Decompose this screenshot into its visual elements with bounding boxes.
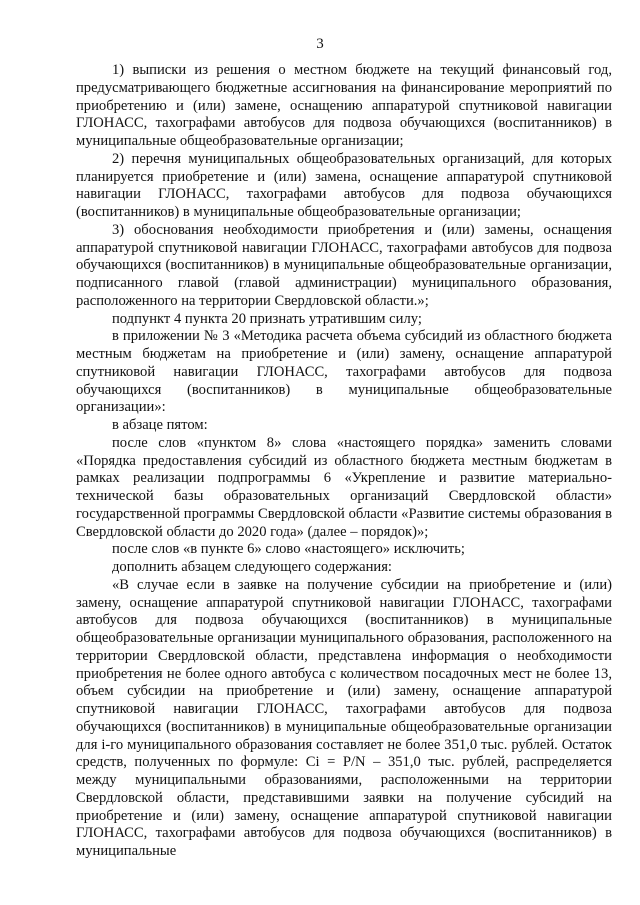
paragraph-appendix-3: в приложении № 3 «Методика расчета объема субсидий из областного бюджета местным бюджетам на приобретение и (или) замену, оснащение аппаратурой спутниковой навигации ГЛОНАСС, тахографами автобусов для подвоза обучающихся (воспитанников) в муниципальные общеобразовательные организации»: [76, 328, 612, 416]
paragraph-subitem-3: 3) обоснования необходимости приобретения и (или) замены, оснащения аппаратурой спутниковой навигации ГЛОНАСС, тахографами автобусов для подвоза обучающихся (воспитанников) в муниципальные общеобразовательные организации, подписанного главой (главой администрации) муниципального образования, расположенного на территории Свердловской области.»; [76, 221, 612, 309]
paragraph-exclude-word: после слов «в пункте 6» слово «настоящего» исключить; [112, 541, 465, 558]
paragraph-new-clause: «В случае если в заявке на получение субсидии на приобретение и (или) замену, оснащение аппаратурой спутниковой навигации ГЛОНАСС, тахографами автобусов для подвоза обучающихся (воспитанников) в муниципальные общеобразовательные организации муниципального образования, расположенного на территории Свердловской области, представлена информация о необходимости приобретения не более одного автобуса с количеством посадочных мест не более 13, объем субсидии на приобретение и (или) замену, оснащение аппаратурой спутниковой навигации ГЛОНАСС, тахографами автобусов для подвоза обучающихся (воспитанников) в муниципальные общеобразовательные организации для i-го муниципального образования составляет не более 351,0 тыс. рублей. Остаток средств, полученных по формуле: Ci = P/N – 351,0 тыс. рублей, распределяется между муниципальными образованиями, расположенными на территории Свердловской области, представившими заявки на получение субсидий на приобретение и (или) замену, оснащение аппаратурой спутниковой навигации ГЛОНАСС, тахографами автобусов для подвоза обучающихся (воспитанников) в муниципальные [76, 576, 612, 859]
paragraph-subitem-2: 2) перечня муниципальных общеобразовательных организаций, для которых планируется приобретение и (или) замена, оснащение аппаратурой спутниковой навигации ГЛОНАСС, тахографами автобусов для подвоза обучающихся (воспитанников) в муниципальные общеобразовательные организации; [76, 150, 612, 220]
paragraph-repeal: подпункт 4 пункта 20 признать утратившим силу; [112, 310, 422, 327]
paragraph-subitem-1: 1) выписки из решения о местном бюджете на текущий финансовый год, предусматривающего бюджетные ассигнования на финансирование мероприятий по приобретению и (или) замене, оснащению аппаратурой спутниковой навигации ГЛОНАСС, тахографами автобусов для подвоза обучающихся (воспитанников) в муниципальные общеобразовательные организации; [76, 62, 612, 149]
paragraph-fifth-clause: в абзаце пятом: [112, 417, 208, 433]
document-body [76, 62, 612, 861]
page-number: 3 [316, 36, 324, 52]
paragraph-add-clause: дополнить абзацем следующего содержания: [112, 559, 392, 575]
paragraph-replace-words: после слов «пунктом 8» слова «настоящего порядка» заменить словами «Порядка предоставления субсидий из областного бюджета местным бюджетам в рамках реализации подпрограммы 6 «Укрепление и развитие материально-технической базы образовательных организаций Свердловской области» государственной программы Свердловской области «Развитие системы образования в Свердловской области до 2020 года» (далее – порядок)»; [76, 434, 612, 540]
